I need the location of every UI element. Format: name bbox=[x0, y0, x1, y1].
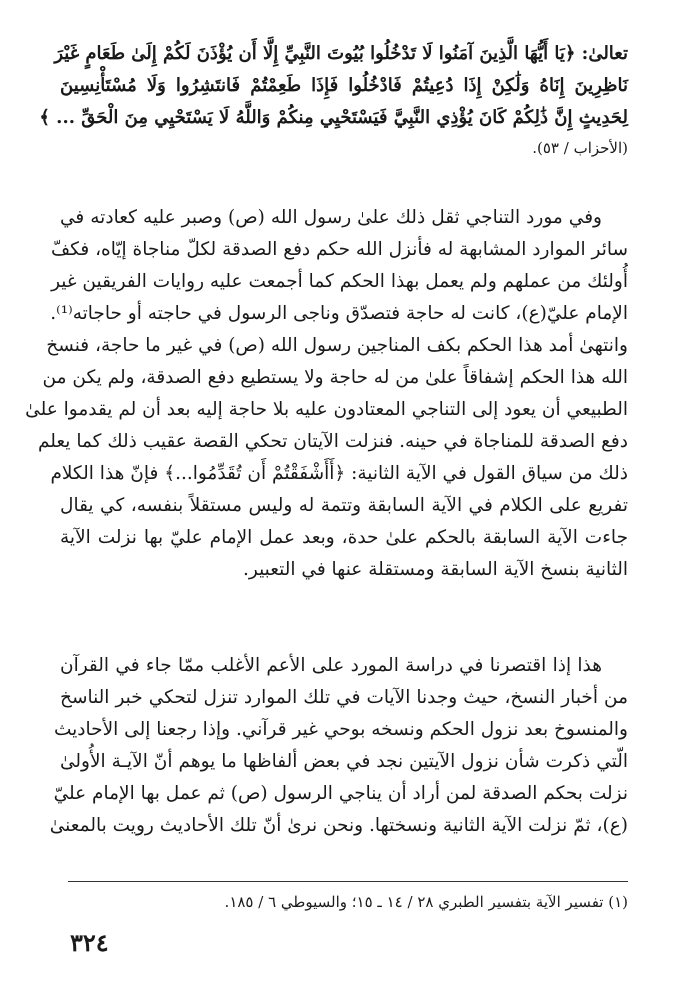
paragraph-1 bbox=[25, 202, 628, 586]
footnote-divider bbox=[68, 881, 628, 882]
text-line: (ع)، ثمّ نزلت الآية الثانية ونسختها. ونحن نرىٰ أنّ تلك الأحاديث رويت بالمعنىٰ bbox=[49, 815, 628, 836]
text-line: من أخبار النسخ، حيث وجدنا الآيات في تلك الموارد تنزل لتحكي خبر الناسخ bbox=[60, 687, 628, 708]
text-line: وانتهىٰ أمد هذا الحكم بكف المناجين رسول الله (ص) في غير ما حاجة، فنسخ bbox=[46, 335, 628, 356]
text-line: الله هذا الحكم إشفاقاً علىٰ من له حاجة ولا يستطيع دفع الصدقة، ولم يكن من bbox=[42, 367, 628, 388]
verse-line: تعالىٰ: ﴿يَا أَيُّهَا الَّذِينَ آمَنُوا لَا تَدْخُلُوا بُيُوتَ النَّبِيِّ إِلَّا أَن يُؤْذَنَ لَكُمْ إِلَىٰ طَعَامٍ غَيْرَ bbox=[54, 43, 628, 64]
text-line: أُولئك من عملهم ولم يعمل بهذا الحكم كما أجمعت عليه روايات الفريقين غير bbox=[51, 271, 628, 292]
text-line: ذلك من سياق القول في الآية الثانية: ﴿أَأَشْفَقْتُمْ أَن تُقَدِّمُوا...﴾ فإنّ هذا الكلام bbox=[50, 463, 628, 484]
text-line: هذا إذا اقتصرنا في دراسة المورد على الأعم الأغلب ممّا جاء في القرآن bbox=[60, 655, 602, 676]
text-line: الثانية بنسخ الآية السابقة ومستقلة عنها في التعبير. bbox=[242, 559, 628, 580]
paragraph-2 bbox=[49, 650, 628, 842]
verse-line: لِحَدِيثٍ إِنَّ ذَٰلِكُمْ كَانَ يُؤْذِي النَّبِيَّ فَيَسْتَحْيِي مِنكُمْ وَاللَّهُ لَا يَسْتَحْيِي مِنَ الْحَقِّ ... ﴾ bbox=[39, 107, 628, 128]
text-line: والمنسوخ بعد نزول الحكم ونسخه بوحي غير قرآني. وإذا رجعنا إلى الأحاديث bbox=[53, 719, 628, 740]
text-line: نزلت بحكم الصدقة لمن أراد أن يناجي الرسول (ص) ثم عمل بها الإمام عليّ bbox=[53, 783, 628, 804]
text-line: الطبيعي أن يعود إلى التناجي المعتادون عليه بلا حاجة إليه بعد أن لم يقدموا علىٰ bbox=[25, 399, 628, 420]
page-number: ٣٢٤ bbox=[70, 928, 109, 957]
text-line: سائر الموارد المشابهة له فأنزل الله حكم دفع الصدقة لكلّ مناجاة إيّاه، فكفّ bbox=[50, 239, 628, 260]
text-line: تفريع على الكلام في الآية السابقة وتتمة له وليس مستقلاً بنفسه، كي يقال bbox=[60, 495, 628, 516]
footnote: (١) تفسير الآية بتفسير الطبري ٢٨ / ١٤ ـ ١٥؛ والسيوطي ٦ / ١٨٥. bbox=[224, 893, 628, 911]
verse-citation: (الأحزاب / ٥٣). bbox=[532, 139, 628, 157]
quran-verse-block bbox=[39, 38, 628, 162]
text-line: وفي مورد التناجي ثقل ذلك علىٰ رسول الله (ص) وصبر عليه كعادته في bbox=[60, 207, 602, 228]
text-line: الّتي ذكرت شأن نزول الآيتين نجد في بعض ألفاظها ما يوهم أنّ الآيـة الأُولىٰ bbox=[60, 751, 628, 772]
verse-line: نَاظِرِينَ إِنَاهُ وَلَٰكِنْ إِذَا دُعِيتُمْ فَادْخُلُوا فَإِذَا طَعِمْتُمْ فَانتَشِرُوا وَلَا مُسْتَأْنِسِينَ bbox=[60, 75, 628, 96]
text-line: دفع الصدقة للمناجاة في حينه. فنزلت الآيتان تحكي القصة عقيب ذلك كما يعلم bbox=[37, 431, 628, 452]
text-line: جاءت الآية السابقة بالحكم علىٰ حدة، وبعد عمل الإمام عليّ بها نزلت الآية bbox=[60, 527, 628, 548]
text-line: الإمام عليّ(ع)، كانت له حاجة فتصدّق وناجى الرسول في حاجته أو حاجاته⁽¹⁾. bbox=[50, 303, 628, 324]
